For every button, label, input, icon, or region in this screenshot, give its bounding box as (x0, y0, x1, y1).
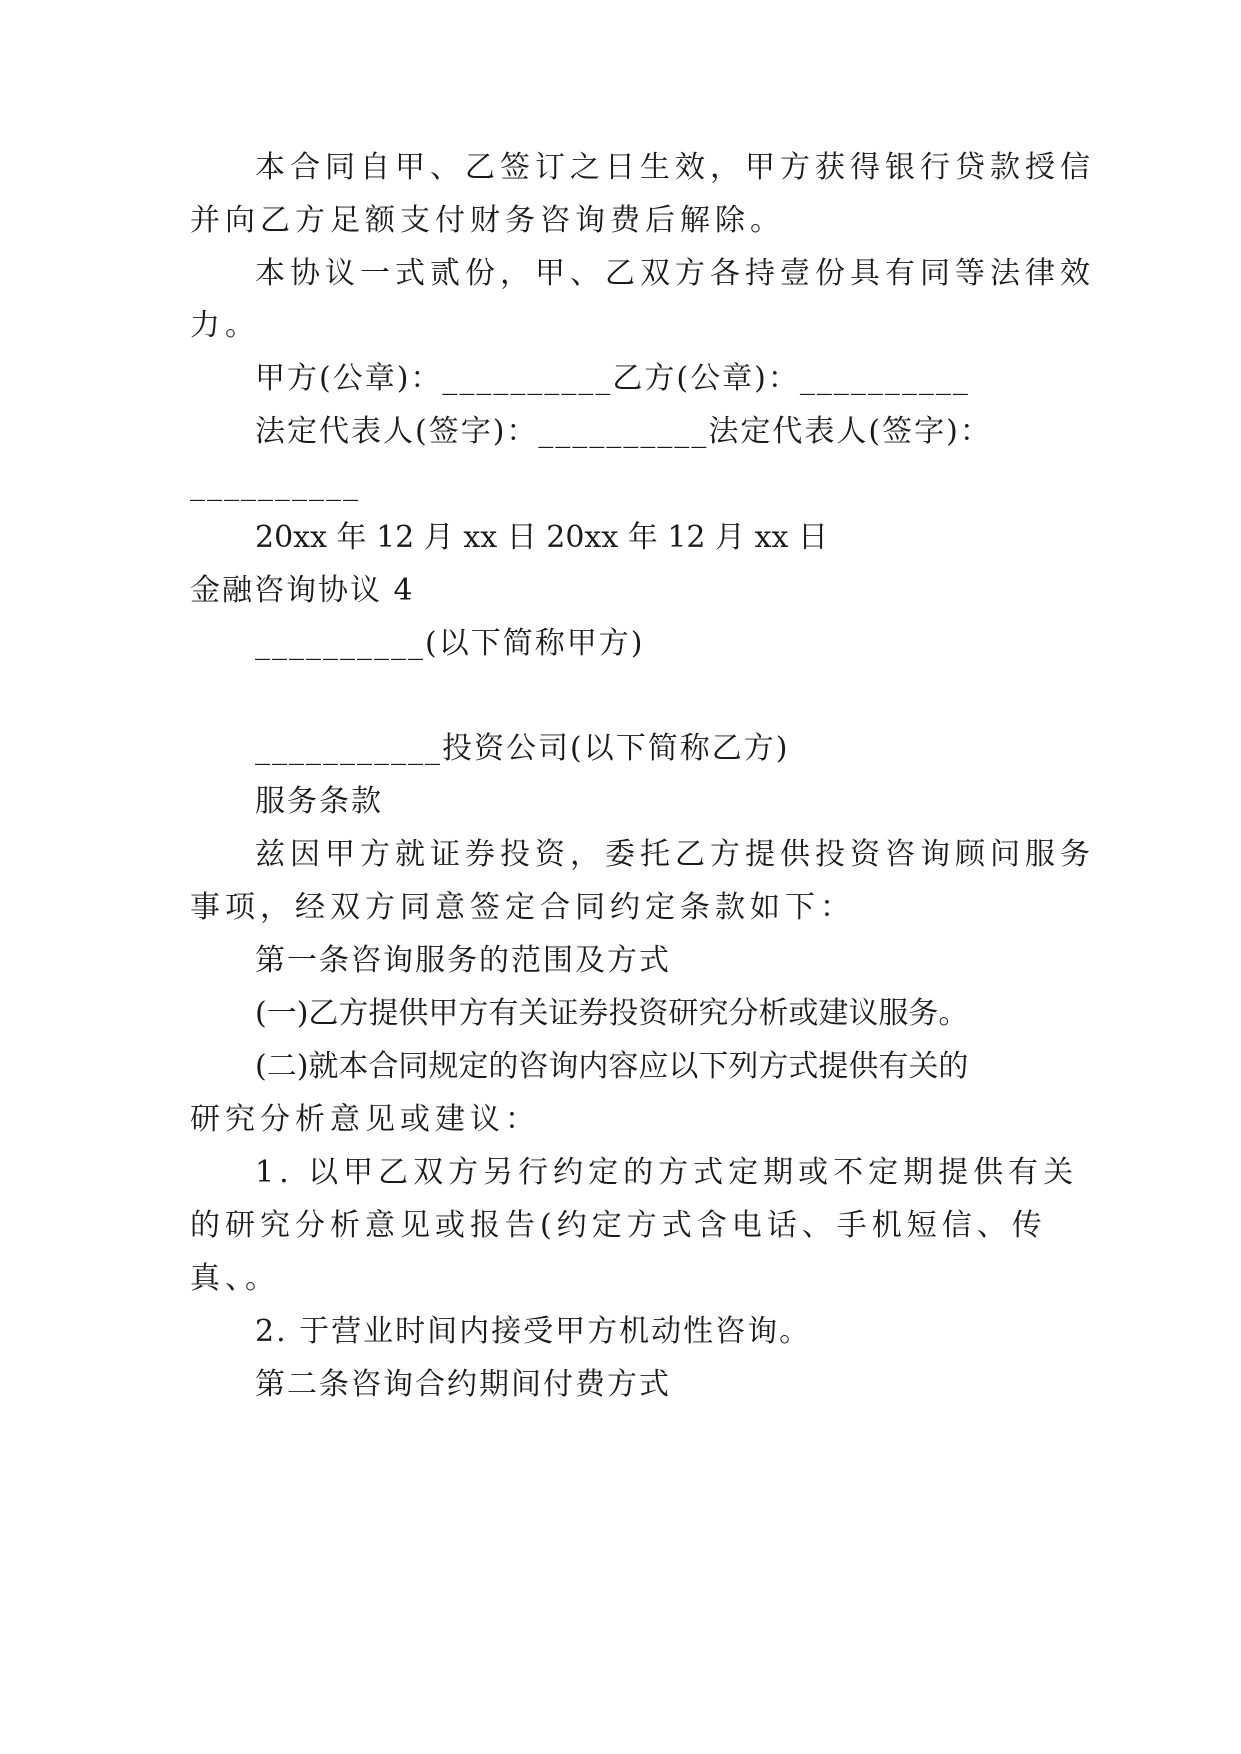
clause-heading: 第一条咨询服务的范围及方式 (255, 943, 671, 978)
paragraph-line: 事项，经双方同意签定合同约定条款如下： (190, 890, 855, 925)
paragraph-line: (二)就本合同规定的咨询内容应以下列方式提供有关的 (255, 1049, 969, 1084)
paragraph-line: 兹因甲方就证券投资，委托乙方提供投资咨询顾问服务 (255, 837, 1095, 872)
paragraph-line: 的研究分析意见或报告(约定方式含电话、手机短信、传 (190, 1208, 1047, 1243)
party-a-line: __________(以下简称甲方) (255, 626, 645, 661)
paragraph-line: 力。 (190, 308, 260, 343)
paragraph-line: (一)乙方提供甲方有关证券投资研究分析或建议服务。 (255, 996, 969, 1031)
section-title: 金融咨询协议 4 (190, 573, 415, 608)
paragraph-line: 本协议一式贰份，甲、乙双方各持壹份具有同等法律效 (255, 256, 1095, 291)
date-line: 20xx 年 12 月 xx 日 20xx 年 12 月 xx 日 (255, 520, 828, 555)
signature-line-seal: 甲方(公章)：__________乙方(公章)：__________ (255, 361, 970, 396)
paragraph-line: 研究分析意见或建议： (190, 1102, 540, 1137)
signature-line-representative: 法定代表人(签字)：__________法定代表人(签字)： (255, 414, 992, 449)
clause-heading: 服务条款 (255, 784, 383, 819)
clause-heading: 第二条咨询合约期间付费方式 (255, 1367, 671, 1402)
signature-blank: __________ (190, 467, 360, 502)
paragraph-line: 1. 以甲乙双方另行约定的方式定期或不定期提供有关 (255, 1155, 1079, 1190)
paragraph-line: 2. 于营业时间内接受甲方机动性咨询。 (255, 1314, 812, 1349)
paragraph-line: 并向乙方足额支付财务咨询费后解除。 (190, 203, 785, 238)
paragraph-line: 真、。 (190, 1261, 280, 1296)
party-b-line: ___________投资公司(以下简称乙方) (255, 731, 790, 766)
paragraph-line: 本合同自甲、乙签订之日生效，甲方获得银行贷款授信 (255, 150, 1095, 185)
